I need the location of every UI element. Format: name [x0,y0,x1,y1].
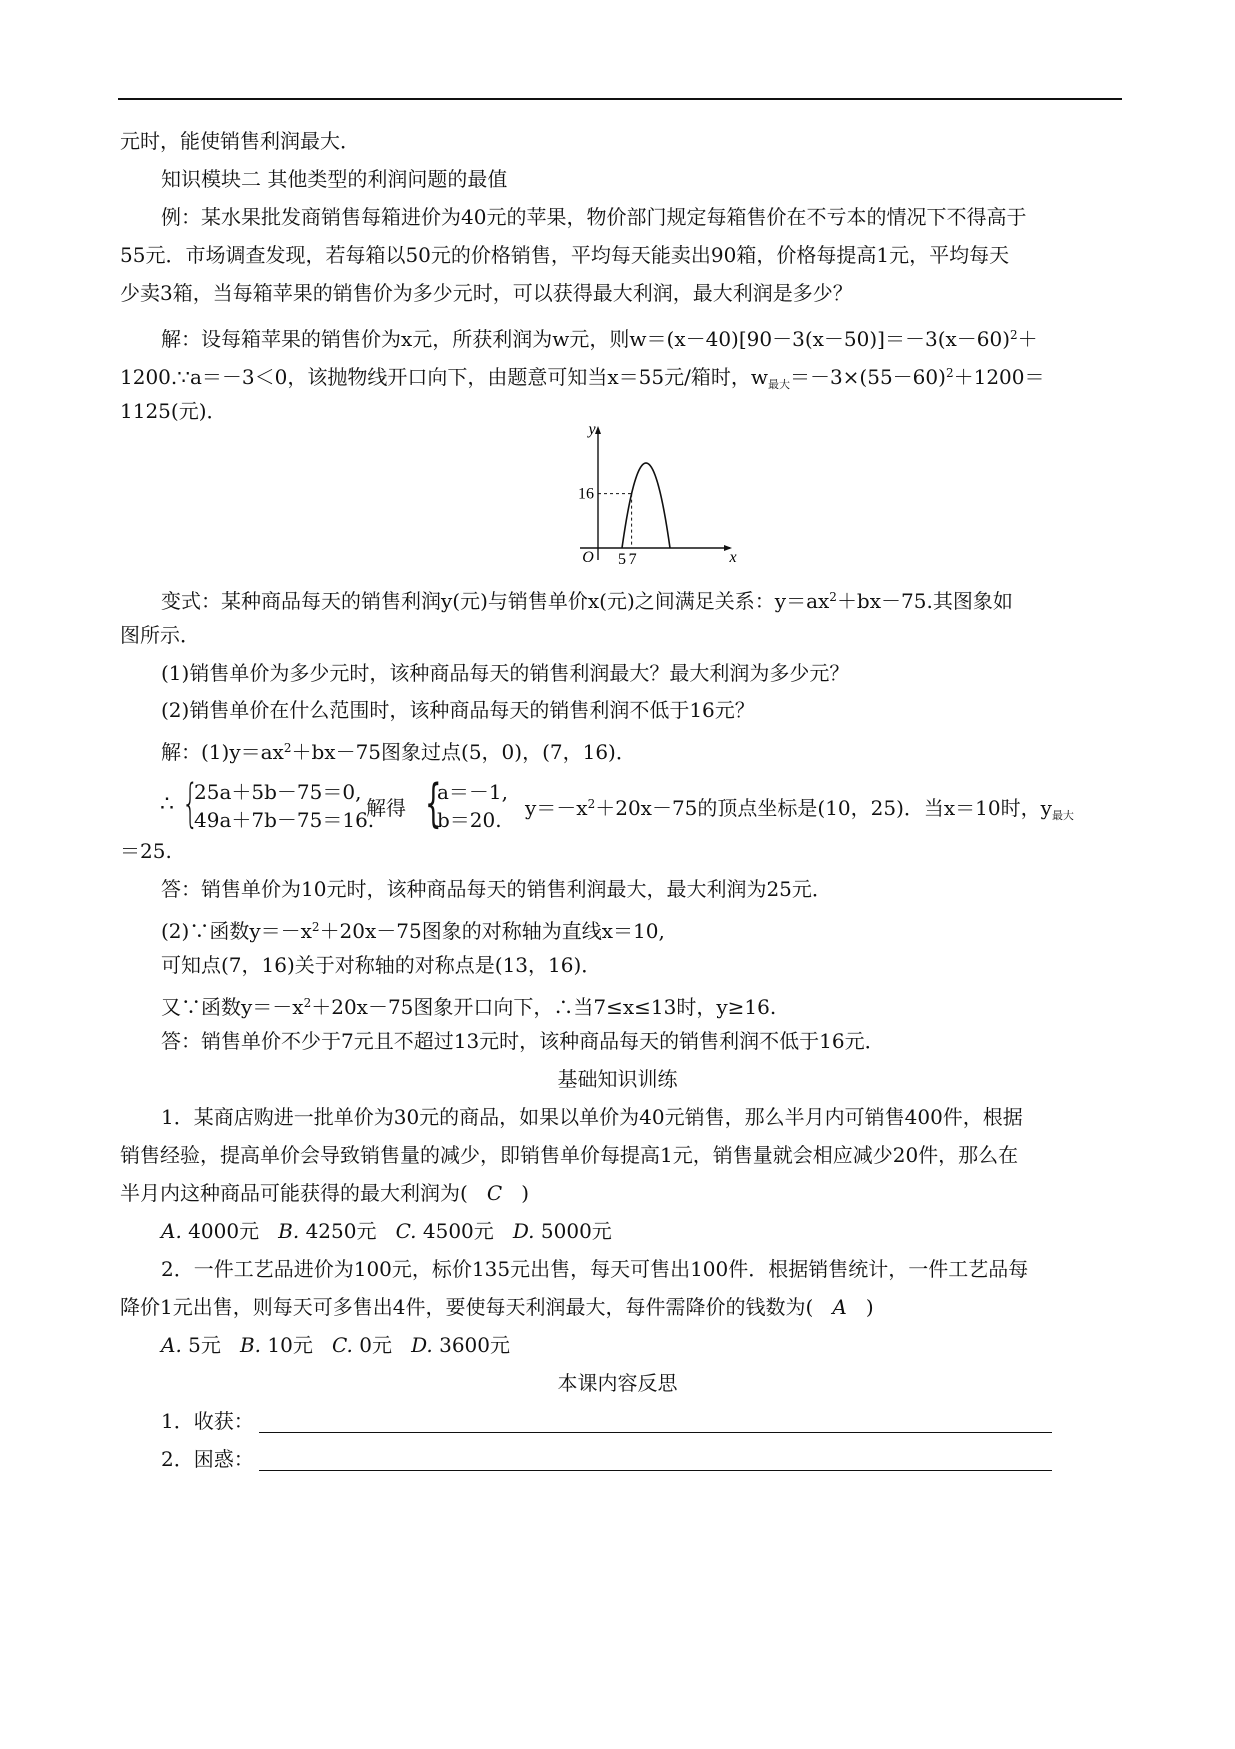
option-value: 10元 [267,1333,313,1357]
option-value: 4250元 [305,1219,377,1243]
text-span: ＋bx－75图象过点(5，0)，(7，16)． [291,740,636,764]
text-line [161,990,1165,1020]
option-letter: D. [512,1219,535,1243]
text-line [161,914,1165,944]
option-value: 5000元 [540,1219,612,1243]
equation-system [160,774,1074,836]
text-span: 又∵函数y＝－x [161,995,304,1019]
option-letter: B. [278,1219,300,1243]
text-span: ＋20x－75图象的对称轴为直线x＝10, [319,919,665,943]
text-span: 半月内这种商品可能获得的最大利润为( [120,1181,468,1205]
question-text: 销售经验，提高单价会导致销售量的减少，即销售单价每提高1元，销售量就会相应减少20件，那么在 [120,1143,1019,1167]
text-span: 解：设每箱苹果的销售价为x元，所获利润为w元，则w＝(x－40)[90－3(x－50)]＝－3(x－60) [161,327,1011,351]
text-line: ＝25. [120,839,172,863]
superscript: 2 [283,741,292,755]
reflection-item: 2．困惑： [161,1447,254,1471]
text-line [120,360,1124,398]
equation-row: a＝－1, [437,780,509,804]
option-letter: A. [161,1219,182,1243]
system-solution [437,778,508,834]
system-equations [194,778,374,834]
section-heading: 基础知识训练 [557,1067,678,1091]
text-line: (2)销售单价在什么范围时，该种商品每天的销售利润不低于16元？ [161,698,755,722]
reflection-item: 1．收获： [161,1409,254,1433]
text-span: 1200.∵a＝－3＜0，该抛物线开口向下，由题意可知当x＝55元/箱时，w [120,365,768,389]
answer-options [161,1332,1165,1358]
option-letter: A. [161,1333,182,1357]
text-span: ＋20x－75图象开口向下，∴当7≤x≤13时，y≥16. [311,995,777,1019]
text-line: 1125(元)． [120,399,227,423]
option-letter: C. [331,1333,353,1357]
text-line: 元时，能使销售利润最大． [120,129,360,153]
option-value: 3600元 [439,1333,511,1357]
superscript: 2 [829,590,837,604]
text-span: ＋ [1017,327,1038,351]
text-span: 解：(1)y＝ax [161,740,284,764]
text-line: 答：销售单价不少于7元且不超过13元时，该种商品每天的销售利润不低于16元． [161,1029,885,1053]
text-line [161,735,1165,765]
text-span: y＝－x [525,796,588,820]
text-span: ) [521,1181,530,1205]
question-text: 2．一件工艺品进价为100元，标价135元出售，每天可售出100件．根据销售统计，一件工艺品每 [161,1257,1029,1281]
option-value: 4500元 [422,1219,494,1243]
x-axis-label: x [729,549,737,566]
question-text [120,1294,1124,1320]
text-span: ＋bx－75.其图象如 [836,589,1013,613]
text-line [161,584,1165,614]
text-span: ＋20x－75的顶点坐标是(10，25)．当x＝10时，y [595,796,1052,820]
superscript: 2 [311,920,320,934]
question-text: 1．某商店购进一批单价为30元的商品，如果以单价为40元销售，那么半月内可销售400件，根据 [161,1105,1023,1129]
text-line: 答：销售单价为10元时，该种商品每天的销售利润最大，最大利润为25元． [161,877,832,901]
text-span: (2)∵函数y＝－x [161,919,312,943]
series-line [622,463,670,548]
superscript: 2 [945,366,954,380]
text-line: 55元．市场调查发现，若每箱以50元的价格销售，平均每天能卖出90箱，价格每提高1元，平均每天 [120,243,1010,267]
section-heading: 知识模块二 其他类型的利润问题的最值 [161,167,508,191]
text-line [161,322,1165,352]
brace-left: { [182,774,199,834]
text-line: 例：某水果批发商销售每箱进价为40元的苹果，物价部门规定每箱售价在不亏本的情况下不得高于 [161,205,1027,229]
subscript: 最大 [1051,809,1074,822]
brace-left: { [425,774,442,834]
question-text [120,1180,1124,1206]
option-letter: C. [395,1219,417,1243]
subscript: 最大 [767,378,790,391]
origin-label: O [582,549,594,566]
text-span: 变式：某种商品每天的销售利润y(元)与销售单价x(元)之间满足关系：y＝ax [161,589,830,613]
equation-row: 49a＋7b－75＝16. [194,808,375,832]
answer-letter: A [832,1295,847,1319]
superscript: 2 [303,996,312,1010]
fill-in-blank[interactable] [259,1470,1052,1471]
text-line: 图所示． [120,623,200,647]
option-value: 0元 [359,1333,392,1357]
option-letter: B. [239,1333,262,1357]
x-tick-label: 7 [628,551,637,568]
text-span: ＋1200＝ [953,365,1045,389]
solve-label: 解得 [366,796,406,820]
superscript: 2 [1010,328,1018,342]
therefore-symbol: ∴ [160,792,174,817]
option-value: 4000元 [188,1219,260,1243]
text-line: 可知点(7，16)关于对称轴的对称点是(13，16)． [161,953,602,977]
equation-row: 25a＋5b－75＝0, [194,780,362,804]
text-span: ) [865,1295,874,1319]
text-span: ＝－3×(55－60) [789,365,946,389]
text-line: (1)销售单价为多少元时，该种商品每天的销售利润最大？最大利润为多少元？ [161,661,850,685]
answer-letter: C [486,1181,503,1205]
equation-row: b＝20. [437,808,502,832]
fill-in-blank[interactable] [259,1432,1052,1433]
answer-options [161,1218,1165,1244]
section-heading: 本课内容反思 [557,1371,678,1395]
x-tick-label: 5 [618,551,626,568]
text-span [525,792,1074,823]
option-value: 5元 [188,1333,221,1357]
y-axis-label: y [588,421,596,438]
superscript: 2 [587,797,596,811]
text-span: 降价1元出售，则每天可多售出4件，要使每天利润最大，每件需降价的钱数为( [120,1295,814,1319]
header-rule [118,98,1122,100]
y-axis-arrow [595,426,601,434]
text-line: 少卖3箱，当每箱苹果的销售价为多少元时，可以获得最大利润，最大利润是多少？ [120,281,853,305]
parabola-figure [570,420,740,570]
option-letter: D. [411,1333,433,1357]
y-tick-label: 16 [578,485,594,503]
